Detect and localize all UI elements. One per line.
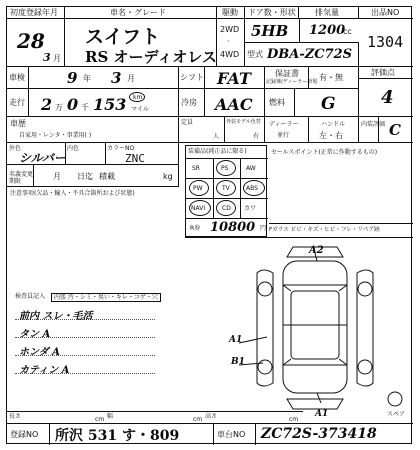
listing-value-cell [359,19,413,67]
rating-value-cell [359,79,413,117]
equip-pw: PW [193,185,203,192]
mileage-value-1: 2 [41,95,53,114]
equipment-title: 装備品(純正品に限る) [188,148,247,155]
name-change-month: 月 [53,172,61,181]
mileage-value-cell [29,89,179,117]
listing-label-cell [359,7,413,19]
dealer-cell [265,117,309,143]
glass-line: Fガラス ピビ・キズ・ヒビ・フレ・リペア跡 [269,227,380,233]
displacement-label-cell [299,7,359,19]
length-cm: cm [95,416,105,423]
width-label: 幅 [107,413,114,420]
drive-label: 駆動 [222,8,238,17]
name-change-row [7,165,179,187]
handle-label: ハンドル [321,121,346,128]
equip-ps: PS [221,165,229,172]
marker-b1-left: B1 [231,357,245,367]
ac-value: AAC [215,95,253,114]
wheel-rear-right [358,360,372,374]
doors-displacement-row [245,19,359,43]
usage-cell [7,117,179,143]
shaken-label: 車検 [9,73,25,82]
inspector-options: 内張 汚・シミ・臭い・キレ・コゲ・穴 [51,293,161,302]
interior-color-label: 内色 [67,145,80,152]
displacement-value: 1200 [309,23,346,38]
mile-unit: マイル [131,106,149,113]
grade-value: RS オーディオレス [85,48,217,66]
r-label: R券 [190,225,201,232]
equip-navi: NAVI [191,205,206,212]
marker-a2-top: A2 [309,245,324,256]
fuel-label-cell [265,89,295,117]
usage-options: 自家用・レンタ・事業用( ) [19,132,92,139]
r-unit: 円 [260,225,267,232]
drive-label-cell [217,7,245,19]
mileage-unit-2: 千 [81,103,89,112]
drive-value-cell [217,19,245,67]
interior-value-cell [379,117,413,143]
doors-label: ドア数・形状 [248,8,296,17]
first-reg-label: 初度登録年月 [10,8,58,17]
shift-value-cell [205,67,265,89]
ac-value-cell [205,89,265,117]
mileage-label: 走行 [9,98,25,107]
mileage-value-2: 0 [67,95,79,114]
fuel-label: 燃料 [269,98,285,107]
car-name-value: スイフト [85,26,161,48]
reg-no-value: 所沢 531 す・809 [55,428,180,444]
width-cm: cm [193,416,203,423]
reg-no-label: 登録NO [10,430,39,439]
color-change-label: 外装モデル色替 [226,119,261,125]
listing-label: 出品NO [371,8,400,17]
exterior-color-value: シルバー [19,151,66,165]
wheel-front-right [358,282,372,296]
color-change-unit: 有 [253,133,260,140]
car-body-outline [283,261,347,393]
shift-label-cell [179,67,205,89]
handle-value: 左・右 [319,131,343,140]
cc-unit: cc [343,27,352,36]
shift-label: シフト [180,73,204,82]
inspector-line-4: カティン A [19,365,70,376]
capacity-unit: 人 [213,133,220,140]
r-value: 10800 [210,220,256,235]
doors-label-cell [245,7,299,19]
warranty-yes-no-cell [309,67,359,89]
warranty-label: 保証書 [275,69,299,78]
year-value: 28 [17,29,45,53]
drive-2wd: 2WD [220,25,240,34]
km-unit: km [133,94,143,101]
name-change-day: 日迄 [77,172,93,181]
drive-dot: · [227,37,230,46]
ac-label-cell [179,89,205,117]
inspector-line-3: ホンダ A [19,347,60,358]
mileage-unit-1: 万 [55,103,63,112]
doors-value: 5HB [251,22,289,40]
shaken-month-unit: 月 [127,74,135,83]
registration-row [7,423,413,445]
type-cell [245,43,359,67]
height-cm: cm [289,416,299,423]
chassis-value: ZC72S-373418 [261,426,377,442]
displacement-label: 排気量 [315,8,339,17]
shaken-year: 9 [67,69,78,87]
equip-kawa: カワ [244,205,257,212]
rating-label: 評価点 [371,68,395,77]
capacity-label: 定員 [181,119,194,126]
marker-a1-left: A1 [229,335,243,345]
mileage-label-cell [7,89,29,117]
exterior-color-label: 外色 [9,145,22,152]
height-label: 高さ [205,413,218,420]
equipment-box [185,145,267,237]
equip-cd: CD [222,205,231,212]
inspector-line-2: タン A [19,329,51,340]
listing-no: 1304 [367,33,404,51]
car-damage-diagram [217,243,409,413]
type-label: 型式 [247,50,263,59]
handle-cell [309,117,359,143]
inspector-box [15,291,193,385]
month-unit: 月 [53,54,61,63]
first-reg-label-cell [7,7,65,19]
name-change-label: 名義変更期限 [9,171,34,185]
caution-label: 注意事項(欠品・輸入・不具合箇所および状態) [10,190,135,197]
color-change-cell [225,117,265,143]
drive-4wd: 4WD [220,50,240,59]
wheel-front-left [258,282,272,296]
fuel-value: G [321,94,336,114]
fuel-value-cell [295,89,359,117]
car-name-value-cell [65,19,217,67]
spare-label: スペア [387,411,406,418]
inspector-line-1: 前内 スレ・毛活 [19,311,93,322]
warranty-cell [265,67,318,89]
color-no-value: ZNC [125,152,145,165]
spare-tire-circle [388,392,402,406]
mileage-value-3: 153 [93,95,127,114]
warranty-sub: 記録簿/ディーラー新規 [266,79,318,85]
shaken-month: 3 [111,69,122,87]
warranty-yes-no: 有・無 [319,73,343,82]
rating-label-cell [359,67,413,79]
equip-aw: AW [246,165,256,172]
auction-sheet [6,6,412,444]
marker-a1-bottom: A1 [315,409,329,419]
type-value: DBA-ZC72S [267,47,353,62]
car-name-label-cell [65,7,217,19]
selling-label: セールスポイント(正常に作動するもの) [271,149,378,156]
dealer-label: ディーラー [269,121,299,128]
interior-label: 内装評価 [361,121,386,128]
dealer-sub: 並行 [277,132,290,139]
equip-tv: TV [222,185,230,192]
first-reg-value-cell [7,19,65,67]
car-right-side [357,270,373,386]
interior-label-cell [359,117,386,143]
shaken-year-unit: 年 [83,74,91,83]
inspector-title: 検査員記入 [15,293,46,300]
month-value: 3 [43,51,51,64]
car-rear-view [287,399,343,409]
equip-abs: ABS [246,185,258,192]
color-row [7,143,179,165]
usage-label: 車歴 [10,119,26,128]
wheel-rear-left [258,360,272,374]
rating-value: 4 [381,87,394,108]
interior-value: C [389,121,401,139]
ac-label: 冷房 [181,98,197,107]
shaken-label-cell [7,67,29,89]
equip-sr: SR [192,165,200,172]
car-name-label: 車名・グレード [110,8,166,17]
dimensions-row [7,411,303,423]
color-no-label: カラーNO [107,145,135,152]
kg-unit: kg [163,172,173,181]
accumulated-label: 積載 [99,172,115,181]
car-left-side [257,270,273,386]
length-label: 長さ [9,413,22,420]
chassis-label: 車台NO [217,430,246,439]
shift-value: FAT [217,69,251,88]
capacity-cell [179,117,225,143]
shaken-value-cell [29,67,179,89]
